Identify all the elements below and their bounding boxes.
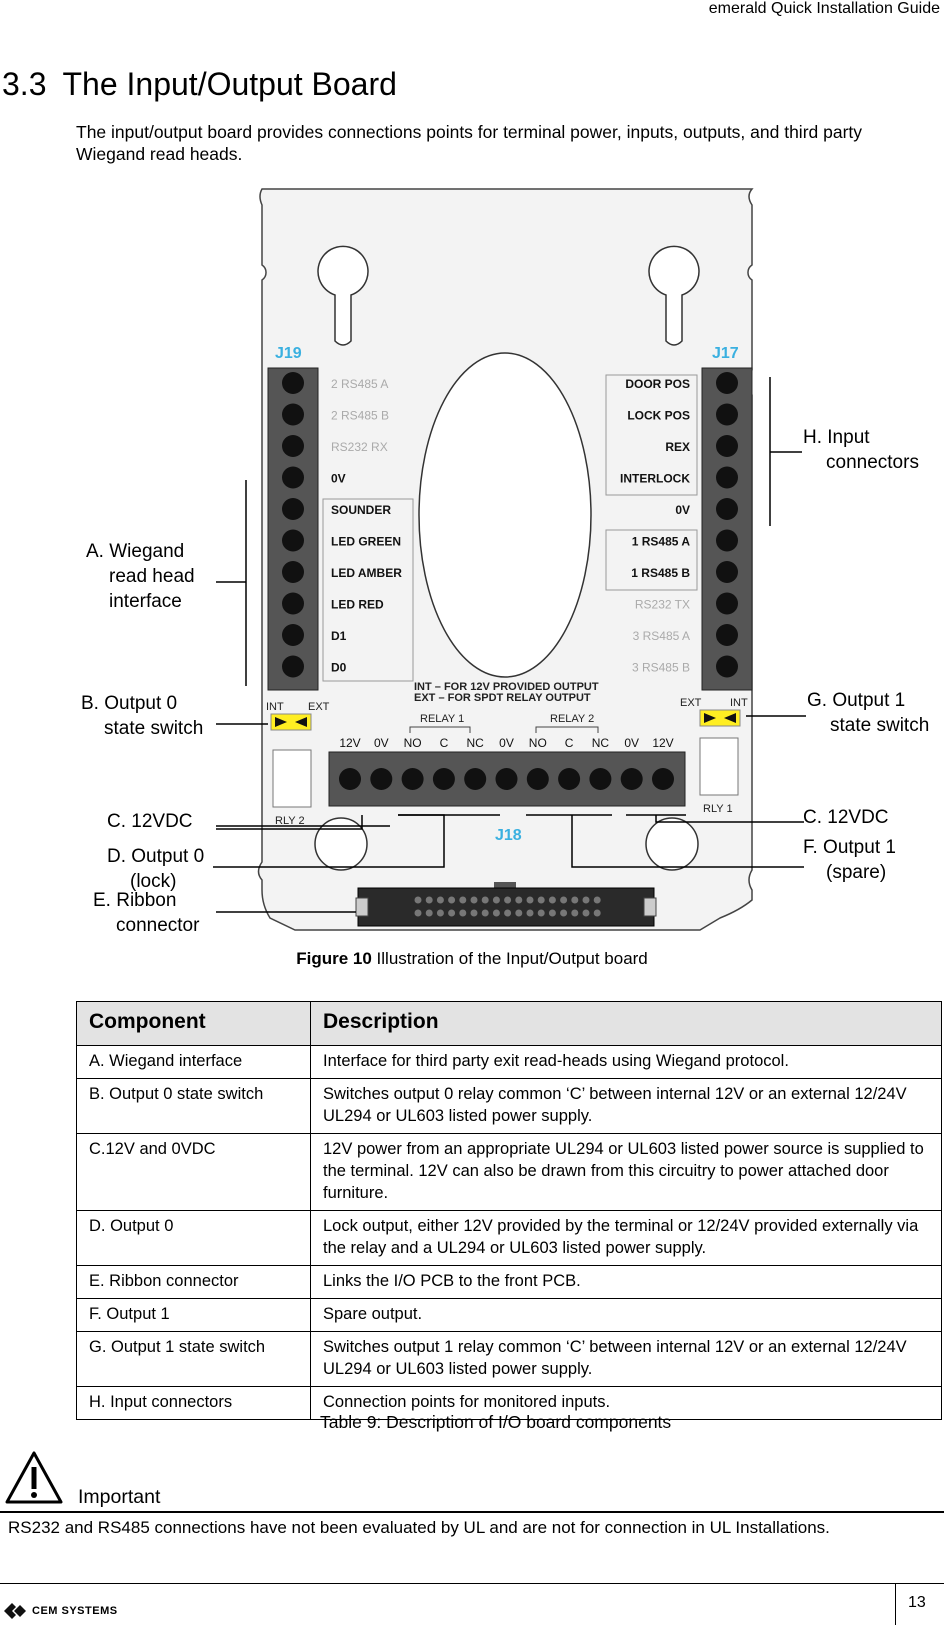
- footer-divider: [0, 1583, 944, 1584]
- j18-pin-label: 0V: [624, 736, 640, 750]
- j18-pin: [589, 768, 611, 790]
- important-label: Important: [78, 1486, 161, 1508]
- j18-pin-label: 0V: [499, 736, 514, 750]
- rly2-relay: [273, 750, 311, 807]
- j17-pin-label: REX: [665, 440, 690, 454]
- ribbon-pin: [448, 897, 455, 904]
- table-cell-description: Links the I/O PCB to the front PCB.: [311, 1266, 942, 1299]
- j19-pin: [282, 404, 304, 426]
- int-note-1: INT – FOR 12V PROVIDED OUTPUT: [414, 681, 599, 693]
- ribbon-pin: [527, 897, 534, 904]
- table-cell-component: D. Output 0: [77, 1211, 311, 1266]
- ribbon-pin: [415, 897, 422, 904]
- ribbon-pin: [437, 910, 444, 917]
- j17-pin: [716, 561, 738, 583]
- ext-label-right: EXT: [680, 697, 702, 709]
- j19-pin-label: LED GREEN: [331, 534, 402, 549]
- j18-pin-label: C: [439, 736, 449, 750]
- j19-pin-label: 2 RS485 B: [331, 408, 390, 423]
- table-row: [77, 1332, 942, 1387]
- j18-pin-label: NO: [528, 736, 547, 750]
- ribbon-pin: [471, 897, 478, 904]
- ribbon-pin: [538, 910, 545, 917]
- callout-c-right: C. 12VDC: [803, 807, 889, 828]
- j17-pin-label: 1 RS485 A: [631, 534, 690, 549]
- table-cell-component: H. Input connectors: [77, 1387, 311, 1420]
- j18-pin: [527, 768, 549, 790]
- j18-pin-label: 12V: [652, 736, 674, 750]
- important-divider: [0, 1511, 944, 1513]
- ribbon-pin: [459, 910, 466, 917]
- company-logo: [2, 1600, 118, 1622]
- ribbon-latch-right: [644, 898, 656, 916]
- j19-label: J19: [275, 345, 302, 362]
- j18-pin: [339, 768, 361, 790]
- section-title: The Input/Output Board: [62, 66, 397, 102]
- j19-pin: [282, 624, 304, 646]
- ribbon-pin: [560, 910, 567, 917]
- j18-pin-label: NC: [466, 736, 484, 750]
- j17-pin: [716, 372, 738, 394]
- table-row: [77, 1079, 942, 1134]
- board-cutout: [419, 353, 591, 677]
- j17-pin: [716, 624, 738, 646]
- ribbon-pin: [448, 910, 455, 917]
- callout-h: [803, 425, 919, 475]
- table-header-row: [77, 1002, 942, 1046]
- ribbon-pin: [504, 910, 511, 917]
- callout-h-line1: H. Input: [803, 427, 870, 448]
- j19-pin: [282, 467, 304, 489]
- footer-vertical-divider: [895, 1583, 896, 1625]
- table-row: [77, 1046, 942, 1079]
- logo-text: CEM SYSTEMS: [32, 1605, 118, 1617]
- j19-pin-label: LED RED: [331, 597, 384, 612]
- ribbon-pin: [437, 897, 444, 904]
- j17-pin-label: INTERLOCK: [620, 471, 690, 486]
- callout-f-line2: (spare): [826, 862, 887, 883]
- table-cell-description: 12V power from an appropriate UL294 or UL603 listed power source is supplied to the terminal. 12V can also be drawn from this circuitry to power attached door furniture.: [311, 1134, 942, 1211]
- j17-pin-label: 0V: [675, 503, 690, 517]
- ribbon-pin: [493, 910, 500, 917]
- ribbon-pin: [594, 910, 601, 917]
- callout-f-line1: F. Output 1: [803, 837, 896, 858]
- callout-a-line1: A. Wiegand: [86, 541, 185, 562]
- figure-caption: [0, 949, 944, 969]
- j18-pin: [433, 768, 455, 790]
- j19-pin: [282, 530, 304, 552]
- table-header-component: Component: [77, 1002, 311, 1046]
- table-row: [77, 1134, 942, 1211]
- j18-pin-label: NC: [591, 736, 610, 750]
- warning-icon: [4, 1450, 64, 1506]
- int-note-2: EXT – FOR SPDT RELAY OUTPUT: [414, 692, 591, 704]
- j18-pin: [370, 768, 392, 790]
- mounting-hole-bottom-right: [646, 818, 698, 870]
- callout-d: [107, 844, 204, 894]
- ribbon-pin: [426, 897, 433, 904]
- callout-a-line3: interface: [109, 591, 182, 612]
- ribbon-latch-left: [356, 898, 368, 916]
- callout-e-line2: connector: [116, 915, 200, 936]
- j17-pin: [716, 435, 738, 457]
- j19-pin-label: SOUNDER: [331, 503, 392, 517]
- document-title: emerald Quick Installation Guide: [708, 0, 940, 17]
- j17-pin-label: 3 RS485 B: [631, 660, 690, 675]
- table-cell-description: Lock output, either 12V provided by the terminal or 12/24V provided externally via the relay and a UL294 or UL603 listed power supply.: [311, 1211, 942, 1266]
- callout-e: [93, 888, 199, 938]
- j19-pin: [282, 498, 304, 520]
- ribbon-pin: [527, 910, 534, 917]
- j19-pin-label: LED AMBER: [331, 566, 402, 580]
- ribbon-pin: [538, 897, 545, 904]
- j17-pin-label: 3 RS485 A: [632, 629, 690, 643]
- relay1-label: RELAY 1: [420, 713, 465, 725]
- ribbon-pin: [493, 897, 500, 904]
- callout-b: [81, 691, 203, 741]
- j18-pin: [621, 768, 643, 790]
- callout-g-line1: G. Output 1: [807, 690, 906, 711]
- j18-label: J18: [495, 827, 522, 844]
- table-row: [77, 1299, 942, 1332]
- ribbon-pin: [549, 910, 556, 917]
- section-number: 3.3: [2, 66, 47, 102]
- ribbon-pin: [515, 897, 522, 904]
- callout-c-left: C. 12VDC: [107, 811, 193, 832]
- page-number: 13: [908, 1594, 926, 1611]
- table-caption: Table 9: Description of I/O board components: [320, 1412, 672, 1432]
- ribbon-pin: [482, 897, 489, 904]
- ribbon-pin: [571, 910, 578, 917]
- table-header-description: Description: [311, 1002, 942, 1046]
- callout-d-line1: D. Output 0: [107, 846, 205, 867]
- ribbon-connector: [358, 888, 654, 926]
- ribbon-pin: [583, 897, 590, 904]
- j17-pin: [716, 404, 738, 426]
- j19-pin-label: 0V: [331, 471, 346, 486]
- j19-pin-label: 2 RS485 A: [331, 377, 389, 391]
- callout-e-line1: E. Ribbon: [93, 890, 177, 911]
- ribbon-pin: [482, 910, 489, 917]
- j18-pin: [558, 768, 580, 790]
- j17-pin: [716, 530, 738, 552]
- table-cell-component: C.12V and 0VDC: [77, 1134, 311, 1211]
- section-heading: [2, 66, 397, 103]
- table-cell-component: E. Ribbon connector: [77, 1266, 311, 1299]
- relay2-label: RELAY 2: [550, 713, 595, 725]
- ribbon-pin: [471, 910, 478, 917]
- table-cell-description: Connection points for monitored inputs.: [311, 1387, 942, 1420]
- j19-pin-label: RS232 RX: [331, 440, 388, 454]
- table-cell-description: Spare output.: [311, 1299, 942, 1332]
- ribbon-pin: [426, 910, 433, 917]
- table-row: [77, 1266, 942, 1299]
- callout-a-line2: read head: [109, 566, 195, 587]
- components-table: [76, 1001, 942, 1420]
- j19-pin: [282, 656, 304, 678]
- callout-d-line2: (lock): [130, 871, 177, 892]
- j19-pin: [282, 435, 304, 457]
- j19-pin: [282, 593, 304, 615]
- figure-caption-number: Figure 10: [296, 949, 372, 968]
- ribbon-pin: [560, 897, 567, 904]
- j18-pin: [496, 768, 518, 790]
- table-cell-component: B. Output 0 state switch: [77, 1079, 311, 1134]
- j19-pin: [282, 372, 304, 394]
- j18-pin: [652, 768, 674, 790]
- table-row: [77, 1211, 942, 1266]
- j18-pin: [402, 768, 424, 790]
- int-label-left: INT: [266, 701, 284, 713]
- callout-b-line1: B. Output 0: [81, 693, 178, 714]
- table-cell-component: A. Wiegand interface: [77, 1046, 311, 1079]
- intro-paragraph: The input/output board provides connections points for terminal power, inputs, outputs, and third party Wiegand read heads.: [76, 122, 863, 164]
- rly1-label: RLY 1: [703, 803, 733, 815]
- callout-g-line2: state switch: [830, 715, 930, 736]
- int-label-right: INT: [730, 697, 748, 709]
- callout-a: [86, 539, 195, 614]
- j17-pin: [716, 593, 738, 615]
- ext-label-left: EXT: [308, 701, 330, 713]
- callout-g: [807, 688, 929, 738]
- rly1-relay: [700, 738, 738, 795]
- j17-pin: [716, 656, 738, 678]
- ribbon-pin: [515, 910, 522, 917]
- j17-pin: [716, 467, 738, 489]
- j19-pin-label: D0: [331, 660, 347, 675]
- table-cell-component: G. Output 1 state switch: [77, 1332, 311, 1387]
- j19-pin-label: D1: [331, 629, 347, 643]
- j18-pin-label: NO: [403, 736, 422, 750]
- j19-pin: [282, 561, 304, 583]
- j18-pin-label: C: [564, 736, 574, 750]
- j17-pin-label: RS232 TX: [634, 597, 690, 612]
- ribbon-pin: [459, 897, 466, 904]
- j17-pin: [716, 498, 738, 520]
- important-text: RS232 and RS485 connections have not been evaluated by UL and are not for connection in UL Installations.: [8, 1518, 830, 1537]
- table-cell-component: F. Output 1: [77, 1299, 311, 1332]
- j17-label: J17: [712, 345, 739, 362]
- callout-f: [803, 835, 896, 885]
- j17-pin-label: 1 RS485 B: [631, 566, 690, 580]
- table-cell-description: Switches output 1 relay common ‘C’ between internal 12V or an external 12/24V UL294 or UL603 listed power supply.: [311, 1332, 942, 1387]
- rly2-label: RLY 2: [275, 815, 305, 827]
- ribbon-pin: [549, 897, 556, 904]
- callout-h-line2: connectors: [826, 452, 919, 473]
- callout-b-line2: state switch: [104, 718, 204, 739]
- ribbon-pin: [415, 910, 422, 917]
- j18-pin: [464, 768, 486, 790]
- table-cell-description: Interface for third party exit read-heads using Wiegand protocol.: [311, 1046, 942, 1079]
- table-cell-description: Switches output 0 relay common ‘C’ between internal 12V or an external 12/24V UL294 or UL603 listed power supply.: [311, 1079, 942, 1134]
- figure-caption-text: Illustration of the Input/Output board: [371, 949, 648, 968]
- ribbon-pin: [504, 897, 511, 904]
- j18-pin-label: 0V: [373, 736, 389, 750]
- ribbon-pin: [594, 897, 601, 904]
- j17-pin-label: LOCK POS: [627, 408, 690, 423]
- io-board-figure: [0, 180, 944, 940]
- logo-diamond-icon: [2, 1600, 28, 1622]
- j18-pin-label: 12V: [339, 736, 361, 750]
- ribbon-pin: [571, 897, 578, 904]
- ribbon-pin: [583, 910, 590, 917]
- j17-pin-label: DOOR POS: [625, 377, 690, 391]
